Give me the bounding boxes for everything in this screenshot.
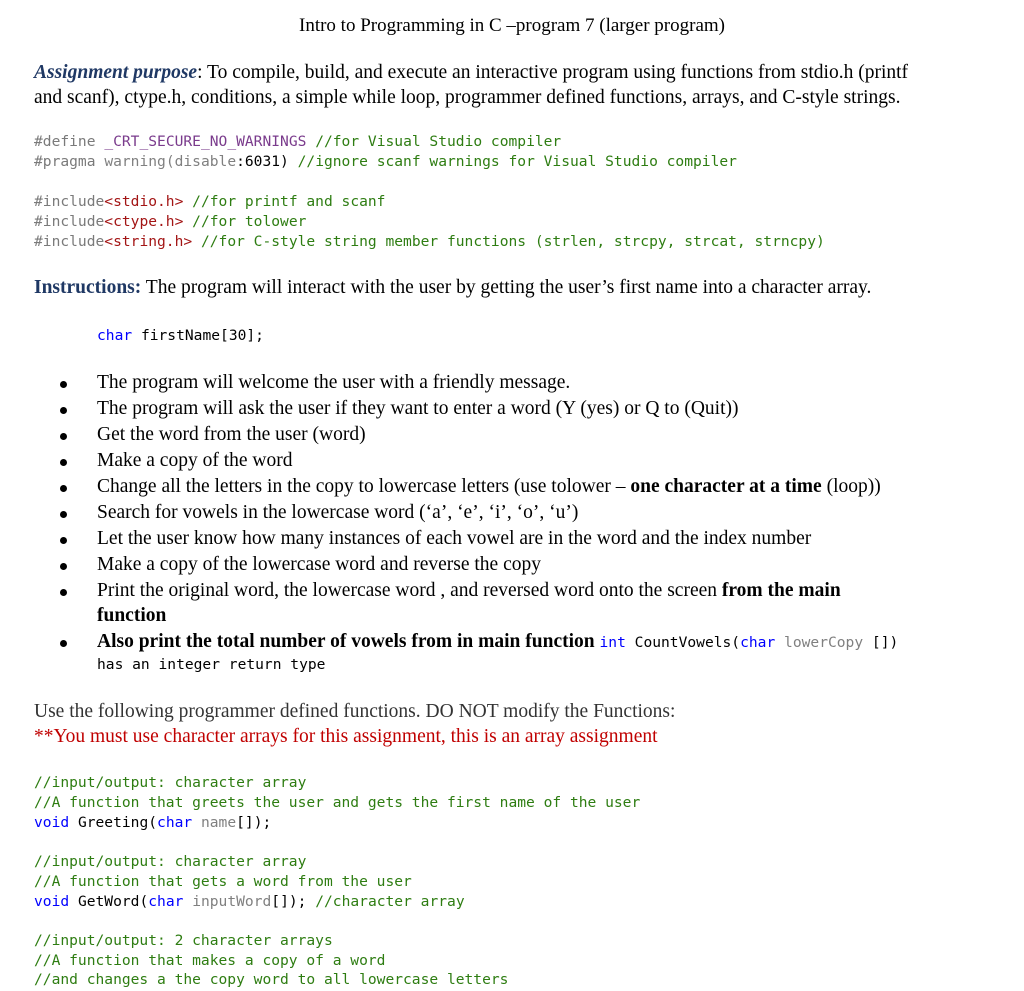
code-include-ctype: [34, 212, 306, 232]
bullet-5-text: Change all the letters in the copy to lowercase letters (use tolower –: [97, 476, 631, 497]
func2-comment-1: //input/output: character array: [34, 853, 307, 870]
bullet-10-keyword-int: int: [599, 634, 626, 651]
bullet-10-end: []): [871, 634, 899, 651]
func1-end: []);: [236, 814, 272, 831]
pragma-directive: #pragma: [34, 153, 96, 170]
code-declaration: [97, 326, 264, 346]
instructions-label: Instructions:: [34, 277, 142, 298]
bullet-10-param: lowerCopy: [784, 634, 864, 651]
bullet-item-9: [97, 580, 841, 602]
func1-param-type: char: [157, 814, 193, 831]
bullet-dot: [60, 381, 67, 388]
bullet-item-8: Make a copy of the lowercase word and reverse the copy: [97, 554, 541, 575]
code-define-line: [34, 132, 561, 152]
define-directive: #define: [34, 133, 96, 150]
bullet-dot: [60, 433, 67, 440]
func2-tail-comment: //character array: [315, 893, 465, 910]
define-name: _CRT_SECURE_NO_WARNINGS: [104, 133, 307, 150]
use-functions-text: Use the following programmer defined functions. DO NOT modify the Functions:: [34, 701, 676, 722]
bullet-dot: [60, 407, 67, 414]
func1-return-type: void: [34, 814, 70, 831]
func2-return-type: void: [34, 893, 70, 910]
bullet-item-6: Search for vowels in the lowercase word (‘a’, ‘e’, ‘i’, ‘o’, ‘u’): [97, 502, 579, 523]
include-directive: #include: [34, 233, 105, 250]
include-header: <stdio.h>: [104, 193, 184, 210]
document-title: Intro to Programming in C –program 7 (larger program): [299, 15, 725, 36]
bullet-dot: [60, 640, 67, 647]
include-header: <ctype.h>: [104, 213, 184, 230]
func1-param-name: name: [200, 814, 237, 831]
purpose-line-1: [34, 62, 908, 84]
bullet-item-4: Make a copy of the word: [97, 450, 293, 471]
include-directive: #include: [34, 193, 105, 210]
func2-signature: [34, 892, 465, 912]
bullet-5-tail: (loop)): [821, 476, 881, 497]
bullet-5-emphasis: one character at a time: [630, 476, 822, 497]
func2-param-type: char: [148, 893, 184, 910]
purpose-label: Assignment purpose: [34, 62, 198, 83]
func3-comment-3: //and changes a the copy word to all lowercase letters: [34, 971, 509, 988]
bullet-item-5: [97, 476, 881, 498]
include-directive: #include: [34, 213, 105, 230]
func1-comment-1: //input/output: character array: [34, 774, 307, 791]
bullet-dot: [60, 485, 67, 492]
pragma-body: warning(disable: [104, 153, 237, 170]
bullet-item-10: [97, 631, 898, 653]
bullet-9-text: Print the original word, the lowercase word , and reversed word onto the screen: [97, 580, 722, 601]
func1-name: Greeting(: [77, 814, 158, 831]
code-include-stdio: [34, 192, 385, 212]
array-warning: **You must use character arrays for this assignment, this is an array assignment: [34, 726, 658, 747]
purpose-line-2: and scanf), ctype.h, conditions, a simple while loop, programmer defined functions, arrays, and C-style strings.: [34, 87, 901, 108]
include-comment: //for printf and scanf: [192, 193, 386, 210]
func3-comment-1: //input/output: 2 character arrays: [34, 932, 333, 949]
bullet-item-2: The program will ask the user if they want to enter a word (Y (yes) or Q to (Quit)): [97, 398, 739, 419]
bullet-dot: [60, 459, 67, 466]
bullet-9-continuation: function: [97, 605, 167, 626]
bullet-10-keyword-char: char: [740, 634, 776, 651]
declaration-keyword: char: [97, 327, 133, 344]
define-comment: //for Visual Studio compiler: [315, 133, 562, 150]
bullet-dot: [60, 563, 67, 570]
func2-name: GetWord(: [77, 893, 149, 910]
func2-end: []);: [271, 893, 307, 910]
bullet-dot: [60, 511, 67, 518]
declaration-rest: firstName[30];: [140, 327, 264, 344]
instructions-text: The program will interact with the user by getting the user’s first name into a character array.: [141, 277, 872, 298]
code-pragma-line: [34, 152, 737, 172]
purpose-text-1: : To compile, build, and execute an interactive program using functions from stdio.h (printf: [197, 62, 909, 83]
func3-comment-2: //A function that makes a copy of a word: [34, 952, 386, 969]
bullet-10-text: Also print the total number of vowels from in main function: [97, 631, 595, 652]
func2-comment-2: //A function that gets a word from the user: [34, 873, 412, 890]
bullet-item-1: The program will welcome the user with a friendly message.: [97, 372, 571, 393]
pragma-number: :6031): [236, 153, 289, 170]
func1-comment-2: //A function that greets the user and gets the first name of the user: [34, 794, 641, 811]
bullet-dot: [60, 589, 67, 596]
include-comment: //for tolower: [192, 213, 307, 230]
code-include-string: [34, 232, 825, 252]
bullet-10-function: CountVowels(: [634, 634, 741, 651]
func1-signature: [34, 813, 271, 833]
func2-param-name: inputWord: [192, 893, 272, 910]
bullet-item-3: Get the word from the user (word): [97, 424, 366, 445]
bullet-9-emphasis: from the main: [721, 580, 841, 601]
bullet-item-7: Let the user know how many instances of each vowel are in the word and the index number: [97, 528, 812, 549]
include-comment: //for C-style string member functions (strlen, strcpy, strcat, strncpy): [200, 233, 825, 250]
instructions-line: [34, 277, 871, 299]
include-header: <string.h>: [104, 233, 193, 250]
bullet-dot: [60, 537, 67, 544]
bullet-10-continuation: has an integer return type: [97, 656, 326, 673]
pragma-comment: //ignore scanf warnings for Visual Studio compiler: [297, 153, 737, 170]
